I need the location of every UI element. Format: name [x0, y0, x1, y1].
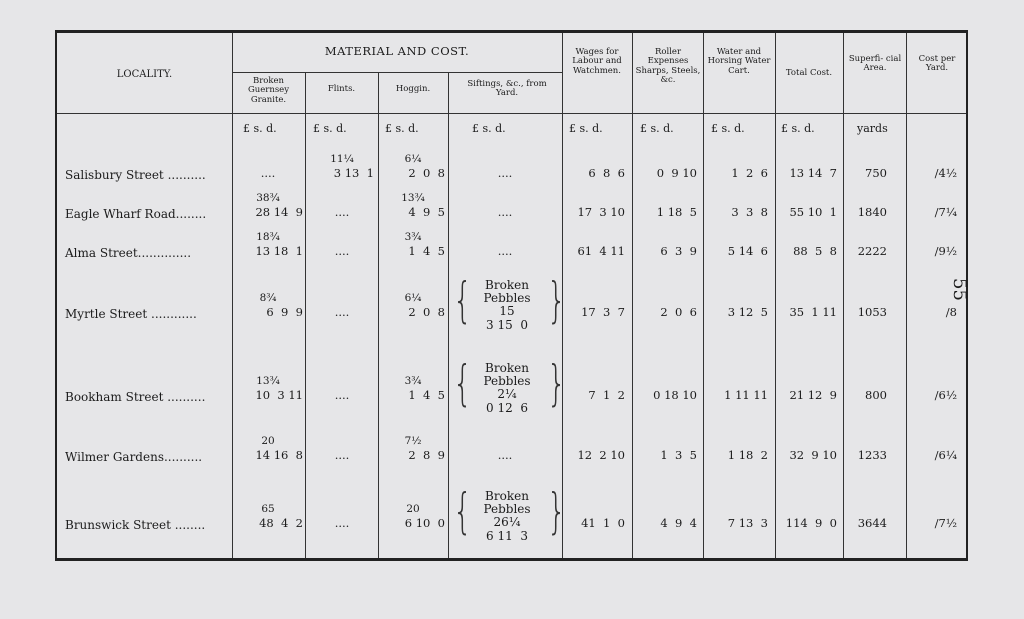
- table-cell-siftings: Broken Pebbles 15 3 15 0: [483, 278, 531, 332]
- table-cell-area: 2222: [857, 244, 887, 258]
- table-cell-quantity: 20: [261, 435, 275, 447]
- rule: [232, 72, 562, 73]
- table-cell-water: 1 2 6: [731, 166, 768, 180]
- table-cell-quantity: 3¾: [404, 231, 422, 243]
- header-locality: LOCALITY.: [116, 69, 173, 80]
- table-cell-empty: ....: [334, 448, 350, 462]
- table-cell-wages: 17 3 7: [581, 305, 625, 319]
- table-row-locality: Brunswick Street ........: [65, 518, 206, 532]
- table-cell-hoggin: 2 8 9: [408, 448, 445, 462]
- right-brace-icon: }: [547, 484, 567, 541]
- table-cell-total: 55 10 1: [789, 205, 837, 219]
- table-cell-cost-per-yard: /4½: [934, 166, 957, 180]
- table-cell-granite: 48 4 2: [259, 516, 303, 530]
- header-hoggin: Hoggin.: [395, 84, 431, 94]
- rule: [632, 33, 633, 558]
- table-cell-granite: 10 3 11: [255, 388, 303, 402]
- table-cell-wages: 41 1 0: [581, 516, 625, 530]
- header-material-cost: MATERIAL AND COST.: [324, 44, 470, 58]
- table-cell-cost-per-yard: /6¼: [934, 448, 957, 462]
- table-cell-quantity: 8¾: [259, 292, 277, 304]
- header-siftings: Siftings, &c., from Yard.: [467, 79, 547, 99]
- right-brace-icon: }: [547, 273, 567, 330]
- table-cell-wages: 6 8 6: [588, 166, 625, 180]
- table-cell-granite: 28 14 9: [255, 205, 303, 219]
- table-cell-wages: 61 4 11: [577, 244, 625, 258]
- table-cell-cost-per-yard: /6½: [934, 388, 957, 402]
- table-cell-hoggin: 2 0 8: [408, 166, 445, 180]
- table-cell-total: 88 5 8: [793, 244, 837, 258]
- table-cell-quantity: 13¾: [401, 192, 425, 204]
- unit-hoggin: £ s. d.: [385, 122, 419, 135]
- table-cell-water: 1 11 11: [724, 388, 768, 402]
- header-total: Total Cost.: [785, 68, 833, 78]
- unit-wages: £ s. d.: [569, 122, 603, 135]
- table-cell-roller: 0 18 10: [653, 388, 697, 402]
- unit-area: yards: [857, 122, 888, 135]
- table-cell-area: 1053: [857, 305, 887, 319]
- table-cell-siftings: ....: [497, 205, 513, 219]
- unit-roller: £ s. d.: [640, 122, 674, 135]
- table-cell-siftings: Broken Pebbles 26¼ 6 11 3: [483, 489, 531, 543]
- table-cell-water: 7 13 3: [727, 516, 768, 530]
- table-cell-area: 1840: [857, 205, 887, 219]
- rule: [232, 33, 233, 558]
- table-cell-flints: 3 13 1: [333, 166, 374, 180]
- header-water: Water and Horsing Water Cart.: [707, 47, 771, 76]
- table-cell-water: 5 14 6: [727, 244, 768, 258]
- table-cell-siftings: ....: [497, 244, 513, 258]
- table-cell-quantity: 18¾: [256, 231, 280, 243]
- table-cell-roller: 1 18 5: [656, 205, 697, 219]
- unit-flints: £ s. d.: [313, 122, 347, 135]
- table-row-locality: Bookham Street ..........: [65, 390, 206, 404]
- header-cost-per-yard: Cost per Yard.: [918, 54, 956, 74]
- table-cell-quantity: 11¼: [330, 153, 354, 165]
- rule: [703, 33, 704, 558]
- unit-water: £ s. d.: [711, 122, 745, 135]
- table-cell-wages: 12 2 10: [577, 448, 625, 462]
- table-cell-area: 800: [865, 388, 887, 402]
- left-brace-icon: {: [453, 484, 473, 541]
- rule: [906, 33, 907, 558]
- table-cell-roller: 0 9 10: [656, 166, 697, 180]
- table-cell-cost-per-yard: /8: [945, 305, 957, 319]
- table-cell-water: 3 12 5: [727, 305, 768, 319]
- left-brace-icon: {: [453, 356, 473, 413]
- rule: [378, 73, 379, 558]
- table-cell-quantity: 6¼: [404, 292, 422, 304]
- table-cell-area: 750: [865, 166, 887, 180]
- table-cell-quantity: 13¾: [256, 375, 280, 387]
- table-cell-quantity: 7½: [404, 435, 422, 447]
- table-cell-siftings: Broken Pebbles 2¼ 0 12 6: [483, 361, 531, 415]
- table-row-locality: Alma Street..............: [65, 246, 192, 260]
- table-cell-total: 114 9 0: [785, 516, 837, 530]
- table-row-locality: Wilmer Gardens..........: [65, 450, 203, 464]
- table-cell-water: 1 18 2: [727, 448, 768, 462]
- table-cell-empty: ....: [334, 244, 350, 258]
- table-cell-quantity: 3¾: [404, 375, 422, 387]
- table-cell-area: 1233: [857, 448, 887, 462]
- table-cell-empty: ....: [334, 388, 350, 402]
- table-cell-siftings: ....: [497, 448, 513, 462]
- table-row-locality: Eagle Wharf Road........: [65, 207, 207, 221]
- table-cell-wages: 7 1 2: [588, 388, 625, 402]
- table-cell-total: 32 9 10: [789, 448, 837, 462]
- right-brace-icon: }: [547, 356, 567, 413]
- rule: [57, 113, 966, 114]
- table-cell-wages: 17 3 10: [577, 205, 625, 219]
- table-cell-quantity: 65: [261, 503, 275, 515]
- table-row-locality: Salisbury Street ..........: [65, 168, 206, 182]
- table-cell-hoggin: 4 9 5: [408, 205, 445, 219]
- rule: [448, 73, 449, 558]
- rule: [305, 73, 306, 558]
- table-row-locality: Myrtle Street ............: [65, 307, 197, 321]
- table-cell-roller: 4 9 4: [660, 516, 697, 530]
- cost-table: [55, 30, 968, 561]
- rule: [775, 33, 776, 558]
- table-cell-hoggin: 2 0 8: [408, 305, 445, 319]
- rule: [843, 33, 844, 558]
- table-cell-cost-per-yard: /9½: [934, 244, 957, 258]
- unit-granite: £ s. d.: [243, 122, 277, 135]
- table-cell-water: 3 3 8: [731, 205, 768, 219]
- table-cell-cost-per-yard: /7¼: [934, 205, 957, 219]
- table-cell-cost-per-yard: /7½: [934, 516, 957, 530]
- table-cell-empty: ....: [334, 516, 350, 530]
- header-roller: Roller Expenses Sharps, Steels, &c.: [635, 47, 701, 86]
- header-wages: Wages for Labour and Watchmen.: [572, 47, 622, 76]
- table-cell-quantity: 20: [406, 503, 420, 515]
- table-cell-roller: 2 0 6: [660, 305, 697, 319]
- header-granite: Broken Guernsey Granite.: [247, 76, 290, 105]
- table-cell-granite: 6 9 9: [266, 305, 303, 319]
- table-cell-quantity: 38¾: [256, 192, 280, 204]
- header-area: Superfi- cial Area.: [848, 54, 902, 74]
- table-cell-empty: ....: [260, 166, 276, 180]
- table-cell-empty: ....: [334, 305, 350, 319]
- table-cell-total: 35 1 11: [789, 305, 837, 319]
- page-number: 55: [949, 278, 970, 301]
- header-flints: Flints.: [327, 84, 356, 94]
- table-cell-roller: 1 3 5: [660, 448, 697, 462]
- table-cell-quantity: 6¼: [404, 153, 422, 165]
- table-cell-granite: 14 16 8: [255, 448, 303, 462]
- table-cell-hoggin: 1 4 5: [408, 244, 445, 258]
- table-cell-area: 3644: [857, 516, 887, 530]
- table-cell-roller: 6 3 9: [660, 244, 697, 258]
- table-cell-siftings: ....: [497, 166, 513, 180]
- table-cell-total: 21 12 9: [789, 388, 837, 402]
- unit-total: £ s. d.: [781, 122, 815, 135]
- table-cell-empty: ....: [334, 205, 350, 219]
- table-cell-total: 13 14 7: [789, 166, 837, 180]
- table-cell-granite: 13 18 1: [255, 244, 303, 258]
- left-brace-icon: {: [453, 273, 473, 330]
- unit-siftings: £ s. d.: [472, 122, 506, 135]
- table-cell-hoggin: 1 4 5: [408, 388, 445, 402]
- table-cell-hoggin: 6 10 0: [404, 516, 445, 530]
